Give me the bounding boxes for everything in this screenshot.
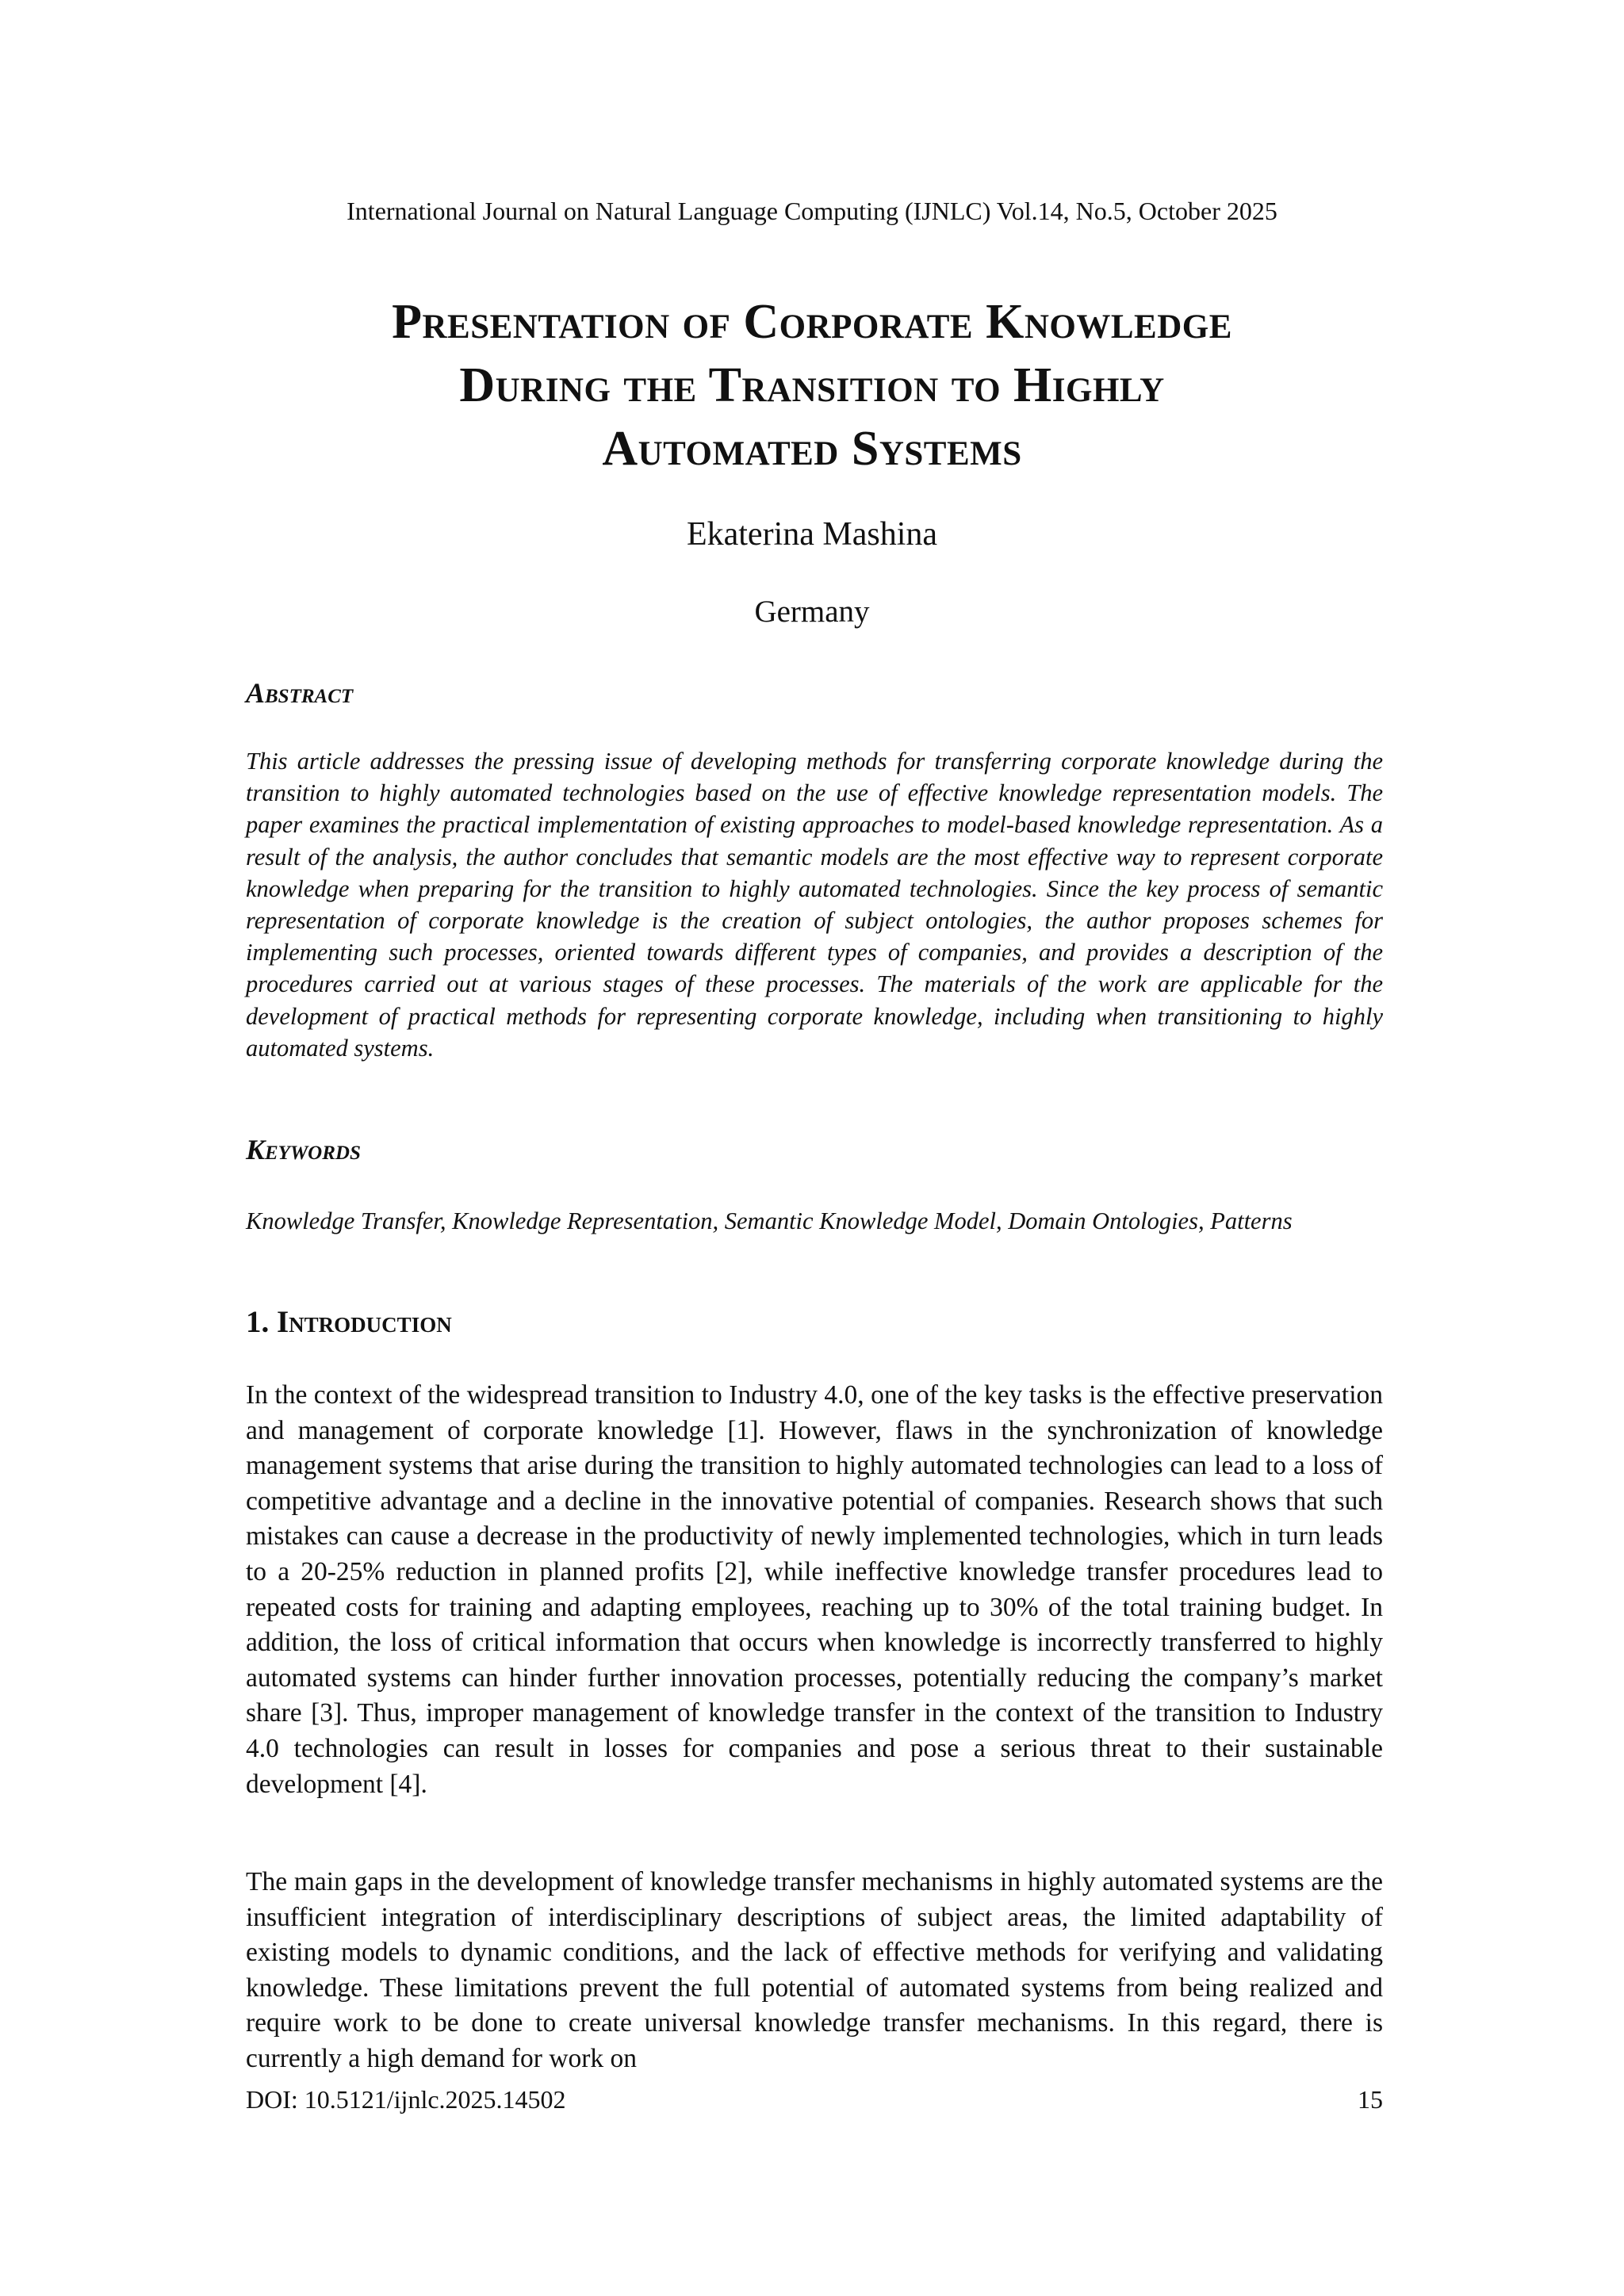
paper-title-line: Presentation of Corporate Knowledge	[392, 295, 1232, 349]
author-name: Ekaterina Mashina	[686, 516, 938, 553]
paper-title-line: During the Transition to Highly	[459, 358, 1165, 412]
author-affiliation: Germany	[754, 595, 870, 629]
introduction-paragraph: In the context of the widespread transition to Industry 4.0, one of the key tasks is the effective preservation and management of corporate knowledge [1]. However, flaws in the synchronization of knowledge management systems that arise during the transition to highly automated technologies can lead to a loss of competitive advantage and a decline in the innovative potential of companies. Research shows that such mistakes can cause a decrease in the productivity of newly implemented technologies, which in turn leads to a 20-25% reduction in planned profits [2], while ineffective knowledge transfer procedures lead to repeated costs for training and adapting employees, reaching up to 30% of the total training budget. In addition, the loss of critical information that occurs when knowledge is incorrectly transferred to highly automated systems can hinder further innovation processes, potentially reducing the company’s market share [3]. Thus, improper management of knowledge transfer in the context of the transition to Industry 4.0 technologies can result in losses for companies and pose a serious threat to their sustainable development [4].	[246, 1380, 1383, 1799]
introduction-paragraph: The main gaps in the development of knowledge transfer mechanisms in highly automated systems are the insufficient integration of interdisciplinary descriptions of subject areas, the limited adaptability of existing models to dynamic conditions, and the lack of effective methods for verifying and validating knowledge. These limitations prevent the full potential of automated systems from being realized and require work to be done to create universal knowledge transfer mechanisms. In this regard, there is currently a high demand for work on	[246, 1867, 1383, 2073]
paper-title	[198, 290, 1426, 480]
abstract-heading: Abstract	[246, 677, 354, 709]
keywords-heading: Keywords	[246, 1134, 361, 1165]
journal-running-header: International Journal on Natural Language Computing (IJNLC) Vol.14, No.5, October 2025	[347, 197, 1277, 225]
footer-page-number: 15	[1358, 2085, 1383, 2114]
introduction-heading: 1. Introduction	[246, 1305, 452, 1339]
footer-doi: DOI: 10.5121/ijnlc.2025.14502	[246, 2085, 566, 2114]
abstract-text: This article addresses the pressing issue of developing methods for transferring corporate knowledge during the transition to highly automated technologies based on the use of effective knowledge representation models. The paper examines the practical implementation of existing approaches to model-based knowledge representation. As a result of the analysis, the author concludes that semantic models are the most effective way to represent corporate knowledge when preparing for the transition to highly automated technologies. Since the key process of semantic representation of corporate knowledge is the creation of subject ontologies, the author proposes schemes for implementing such processes, oriented towards different types of companies, and provides a description of the procedures carried out at various stages of these processes. The materials of the work are applicable for the development of practical methods for representing corporate knowledge, including when transitioning to highly automated systems.	[246, 748, 1383, 1062]
paper-title-line: Automated Systems	[602, 422, 1022, 476]
keywords-text: Knowledge Transfer, Knowledge Representation, Semantic Knowledge Model, Domain Ontologies, Patterns	[246, 1207, 1293, 1234]
